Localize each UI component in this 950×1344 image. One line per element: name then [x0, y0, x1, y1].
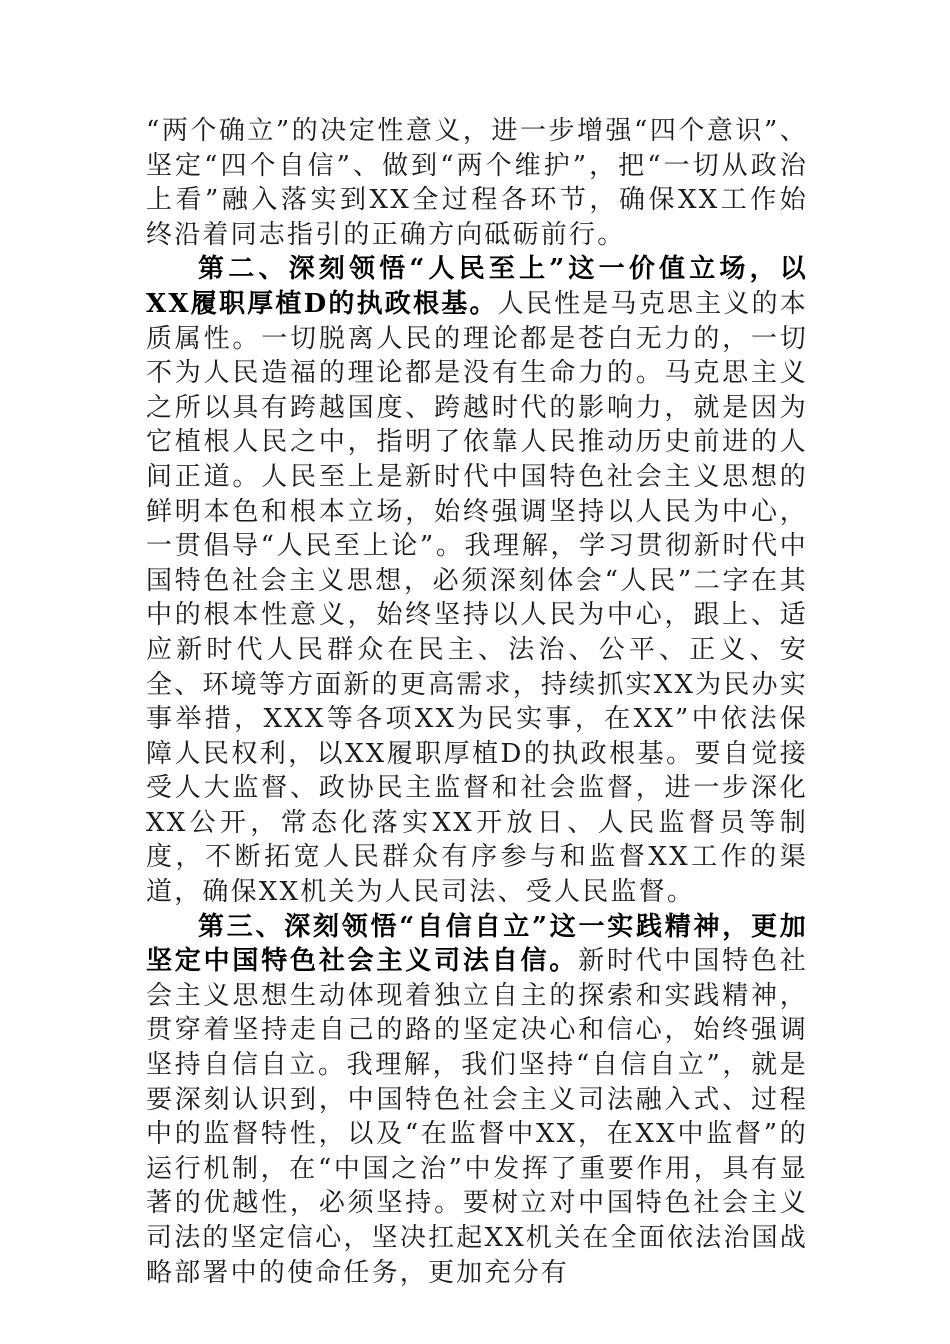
paragraph-heading: 第三、深刻领悟“自信自立”这一实践精神，更加坚定中国特色社会主义司法自信。: [146, 911, 808, 977]
paragraph-text: “两个确立”的决定性意义，进一步增强“四个意识”、坚定“四个自信”、做到“两个维护”，把“一切从政治上看”融入落实到XX全过程各环节，确保XX工作始终沿着同志指引的正确方向砥砺前行。: [146, 116, 808, 250]
document-body: [146, 114, 808, 1290]
paragraph-heading: 第二、深刻领悟“人民至上”这一价值立场，以XX履职厚植D的执政根基。: [146, 254, 808, 319]
paragraph-self-confidence: [146, 910, 808, 1291]
paragraph-text: 人民性是马克思主义的本质属性。一切脱离人民的理论都是苍白无力的，一切不为人民造福的理论都是没有生命力的。马克思主义之所以具有跨越国度、跨越时代的影响力，就是因为它植根人民之中，指明了依靠人民推动历史前进的人间正道。人民至上是新时代中国特色社会主义思想的鲜明本色和根本立场，始终强调坚持以人民为中心，一贯倡导“人民至上论”。我理解，学习贯彻新时代中国特色社会主义思想，必须深刻体会“人民”二字在其中的根本性意义，始终坚持以人民为中心，跟上、适应新时代人民群众在民主、法治、公平、正义、安全、环境等方面新的更高需求，持续抓实XX为民办实事举措，XXX等各项XX为民实事，在XX”中依法保障人民权利，以XX履职厚植D的执政根基。要自觉接受人大监督、政协民主监督和社会监督，进一步深化XX公开，常态化落实XX开放日、人民监督员等制度，不断拓宽人民群众有序参与和监督XX工作的渠道，确保XX机关为人民司法、受人民监督。: [146, 288, 808, 908]
paragraph-people-first: [146, 252, 808, 909]
paragraph-text: 新时代中国特色社会主义思想生动体现着独立自主的探索和实践精神，贯穿着坚持走自己的路的坚定决心和信心，始终强调坚持自信自立。我理解，我们坚持“自信自立”，就是要深刻认识到，中国特色社会主义司法融入式、过程中的监督特性，以及“在监督中XX，在XX中监督”的运行机制，在“中国之治”中发挥了重要作用，具有显著的优越性，必须坚持。要树立对中国特色社会主义司法的坚定信心，坚决扛起XX机关在全面依法治国战略部署中的使命任务，更加充分有: [146, 946, 808, 1288]
paragraph-continuation: [146, 114, 808, 252]
